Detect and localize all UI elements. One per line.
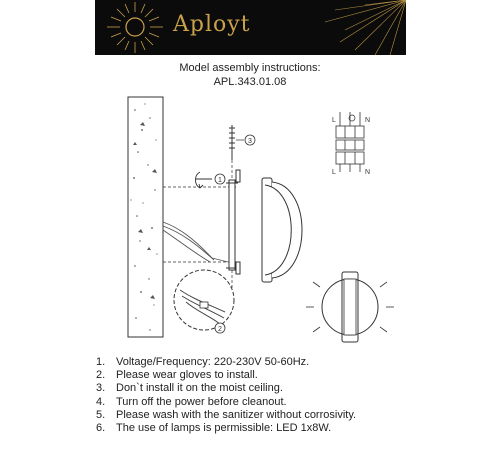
wiring (163, 222, 228, 262)
instructions-title: Model assembly instructions: (179, 62, 321, 74)
svg-text:L: L (332, 117, 336, 124)
list-item: 5. Please wash with the sanitizer without corrosivity. (96, 408, 357, 421)
svg-text:1: 1 (218, 177, 222, 184)
svg-text:3: 3 (248, 138, 252, 145)
lamp-front-view (306, 272, 394, 342)
wall-slab (128, 97, 163, 337)
svg-text:2: 2 (218, 326, 222, 333)
list-item: 6. The use of lamps is permissible: LED 1x8W. (96, 422, 332, 435)
svg-text:N: N (365, 117, 371, 124)
brand-name: Aployt (173, 12, 251, 37)
list-item: 4. Turn off the power before cleanout. (96, 395, 287, 408)
svg-text:N: N (365, 169, 371, 176)
guide-lines (163, 135, 238, 290)
list-item: 3. Don`t install it on the moist ceiling. (96, 382, 283, 395)
terminal-block (332, 112, 370, 176)
callout-3 (236, 135, 255, 145)
instructions-list (96, 356, 356, 435)
screw-icon (229, 125, 235, 160)
svg-text:L: L (332, 169, 336, 176)
callout-1 (215, 174, 225, 184)
wire-detail-magnifier (174, 270, 234, 333)
rotate-arrow-icon (195, 172, 212, 188)
lamp-side-view (262, 178, 302, 282)
list-item: 2. Please wear gloves to install. (96, 369, 258, 382)
mounting-plate (226, 170, 240, 274)
list-item: 1. Voltage/Frequency: 220-230V 50-60Hz. (96, 356, 310, 368)
model-number: APL.343.01.08 (213, 76, 287, 88)
